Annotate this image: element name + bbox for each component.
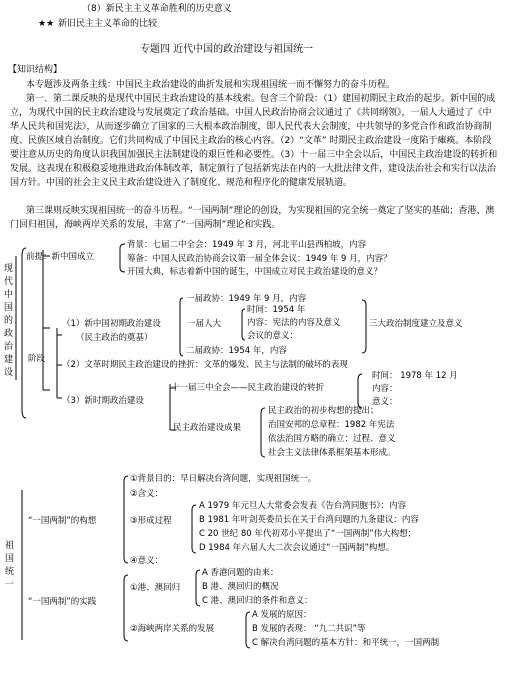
tree1-root-brace: [22, 248, 26, 418]
three-brace-right: [362, 300, 366, 353]
star-marks: ★★: [38, 19, 55, 29]
formation-b: B 1981 年叶剑英委员长在关于台湾问题的九条建议：内容: [199, 515, 419, 525]
return-a: A 香港问题的由来：: [202, 568, 279, 578]
premise-ceremony: 开国大典，标志着新中国的诞生，中国成立对民主政治建设的意义？: [127, 267, 383, 277]
achievement-2: 治国安邦的总章程：1982 年宪法: [268, 420, 395, 430]
first-npc: 一届人大: [187, 319, 222, 329]
first-cppcc: 一届政协：1949 年 9 月，内容: [186, 294, 307, 304]
concept-meaning: ②含义：: [130, 489, 164, 499]
third-plenum: 十一届三中全会——民主政治建设的转折: [171, 383, 325, 393]
concept-formation: ③形成过程: [130, 516, 172, 526]
return-b: B 港、澳回归的概况: [202, 582, 279, 592]
practice-straits: ②海峡两岸关系的发展: [130, 624, 215, 634]
header-compare: 新旧民主主义革命的比较: [58, 19, 158, 29]
straits-c: C 解决台湾问题的基本方针：和平统一，一国两制: [252, 638, 440, 648]
plenum-content: 内容：: [372, 384, 398, 394]
formation-d: D 1984 年六届人大二次会议通过“一国两制”构想。: [199, 543, 395, 553]
plenum-meaning: 意义：: [372, 397, 398, 407]
second-cppcc: 二届政协：1954 年，内容: [186, 346, 287, 356]
concept-background: ①背景目的：早日解决台湾问题，实现祖国统一。: [130, 474, 317, 484]
tree1-main-ticks: [43, 256, 50, 390]
formation-c: C 20 世纪 80 年代初邓小平提出了“一国两制”伟大构想；: [199, 529, 417, 539]
achievement-4: 社会主义法律体系框架基本形成。: [268, 448, 396, 458]
achv-brace: [261, 408, 265, 457]
stage1-title: （1）新中国初期政治建设: [62, 319, 161, 329]
practice-label: “一国两制”的实践: [28, 597, 97, 607]
c3-brace: [192, 505, 196, 553]
p1-brace: [196, 570, 200, 606]
premise-preparation: 筹备：中国人民政治协商会议第一届全体会议：1949 年 9 月，内容？: [127, 254, 392, 264]
pl3-brace: [358, 374, 362, 408]
stage1-subtitle: （民主政治的奠基）: [76, 333, 153, 343]
concept-significance: ④意义：: [130, 556, 164, 566]
achievement-1: 民主政治的初步构想的提出；: [268, 406, 379, 416]
formation-a: A 1979 年元旦人大常委会发表《告台湾同胞书》：内容: [199, 501, 407, 511]
practice-return: ①港、澳回归: [130, 583, 181, 593]
achievements-label: 民主政治建设成果: [173, 423, 242, 433]
concept-brace: [124, 476, 128, 563]
npc-content: 内容：宪法的内容及意义: [247, 318, 341, 328]
paragraph-3: 第三课则反映实现祖国统一的奋斗历程。“一国两制”理论的创设，为实现祖国的完全统一奠定了坚实的基础；香港、澳门回归祖国，海峡两岸关系的发展，丰富了“一国两制”理论和实践。: [10, 206, 495, 230]
straits-b: B 发展的表现： “九二共识”等: [252, 624, 366, 634]
npc-time: 时间：1954 年: [247, 305, 306, 315]
three-systems: 三大政治制度建立及意义: [369, 319, 463, 329]
premise-brace: [120, 244, 125, 272]
tree1-root: 现 代 中 国 的 政 治 建 设: [4, 264, 14, 378]
stage2-text: （2）文革时期民主政治建设的挫折：文革的爆发、民主与法制的破坏的表现: [62, 360, 348, 370]
s1-brace: [180, 298, 183, 356]
return-c: C 港、澳回归的条件和意义：: [202, 596, 313, 606]
concept-label: “一国两制”的构想: [28, 516, 97, 526]
practice-brace: [124, 575, 128, 641]
tree2-root: 祖 国 统 一: [5, 541, 15, 590]
achievement-3: 依法治国方略的确立：过程、意义: [268, 434, 396, 444]
paragraph-1: 本专题涉及两条主线：中国民主政治建设的曲折发展和实现祖国统一而不懈努力的奋斗历程。: [26, 80, 396, 90]
stage3-title: （3）新时期政治建设: [62, 396, 144, 406]
npc-meeting: 会议的意义：: [247, 331, 299, 341]
topic-title: 专题四 近代中国的政治建设与祖国统一: [140, 44, 314, 55]
premise-label: 前提：新中国成立: [26, 252, 95, 262]
premise-background: 背景：七届二中全会：1949 年 3 月，河北平山县西柏坡，内容: [127, 240, 367, 250]
header-item-8: （8）新民主主义革命胜利的历史意义: [82, 4, 232, 14]
p2-brace: [246, 612, 250, 648]
knowledge-label: 【知识结构】: [8, 65, 63, 75]
stage-label: 阶段: [28, 354, 46, 364]
paragraph-2: 第一、第二课反映的是现代中国民主政治建设的基本线索。包含三个阶段：（1）建国初期民主政治的起步。新中国的成立，为现代中国的民主政治建设与发展奠定了政治基础。中国人民政治协商会议通过了《共同纲领》，一届人大通过了《中华人民共和国宪法》，从而逐步确立了国家的三大根本政治制度，即人民代表大会制度，中共领导的多党合作和政治协商制度、民族区域自治制度。它们共同构成了中国民主政治的核心内容。（2）“文革” 时期民主政治建设一度陷于瘫痪。本阶段要注意从历史的角度认识我国加强民主法制建设的艰巨性和必要性。（3）十一届三中全会以后，中国民主政治建设的转折和发展。这表现在积极稳妥地推进政治体制改革，制定颁行了包括新宪法在内的一大批法律文件，建设法治社会和实行以法治国方针。中国的社会主义民主政治建设进入了制度化、规范和程序化的健康发展轨道。: [10, 94, 498, 188]
plenum-time: 时间： 1978 年 12 月: [372, 371, 458, 381]
straits-a: A 发展的原因：: [252, 610, 312, 620]
rd-brace: [242, 309, 245, 340]
